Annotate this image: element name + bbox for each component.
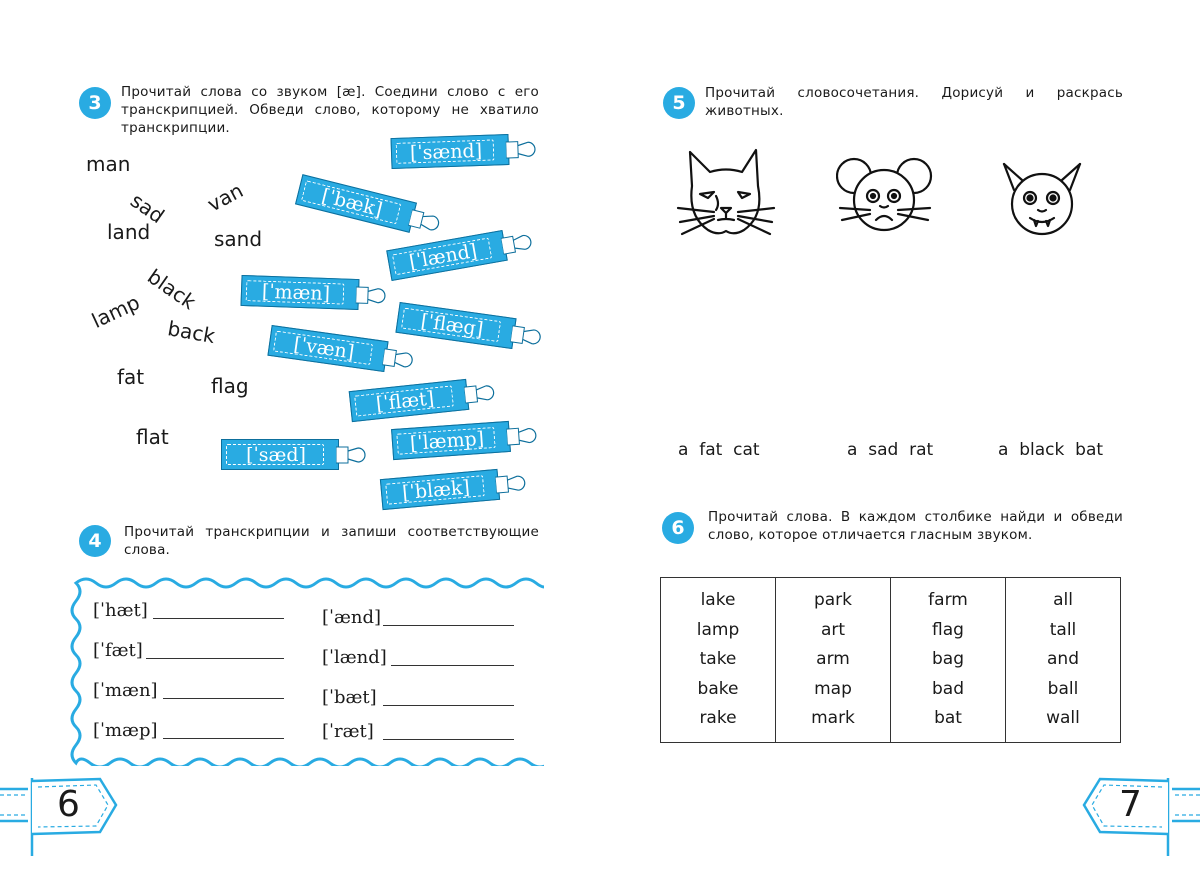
exercise-6-instruction: Прочитай слова. В каждом столбике найди и обведи слово, которое отличается гласным звуком. [708,509,1123,543]
table-word[interactable]: lake [700,590,736,610]
word-flat: flat [136,425,169,449]
table-word[interactable]: bake [697,678,739,699]
word-back: back [165,316,217,349]
vowel-table [660,577,1121,743]
rat-outline-icon[interactable] [836,154,936,238]
exercise-3-instruction: Прочитай слова со звуком [æ]. Соедини слово с его транскрипцией. Обведи слово, которому не хватило транскрипции. [121,84,539,136]
answer-line[interactable] [146,658,284,659]
transcription-text: [ˈvæn] [292,332,356,364]
table-word[interactable]: bag [932,649,964,669]
transcription-tag[interactable] [386,230,508,281]
binder-clip-icon [506,423,538,449]
table-word[interactable]: take [699,649,737,669]
binder-clip-icon [510,322,543,350]
word-man: man [86,152,131,176]
table-column [776,578,891,743]
table-word[interactable]: all [1053,590,1073,610]
exercise-6-number: 6 [662,512,694,544]
table-column [661,578,776,743]
word-fat: fat [117,365,145,389]
table-word[interactable]: arm [816,649,850,669]
table-word[interactable]: rake [699,708,737,728]
transcription-text: [ˈflæt] [374,386,436,415]
phrase-fat-cat: a fat cat [678,440,760,460]
exercise-5-number: 5 [663,87,695,119]
word-van: van [203,178,248,217]
transcription-item: [ˈbæt] [322,687,377,708]
transcription-tag[interactable] [391,421,511,460]
answer-line[interactable] [163,738,284,739]
answer-line[interactable] [383,739,514,740]
page-number-left: 6 [57,784,80,825]
word-land: land [107,220,151,244]
transcription-tag[interactable] [240,275,359,310]
transcription-item: [ˈlænd] [322,647,387,668]
table-word[interactable]: farm [928,590,968,610]
table-word[interactable]: art [820,619,846,640]
transcription-tag[interactable] [395,302,516,349]
table-column [1006,578,1121,743]
exercise-3-number: 3 [79,87,111,119]
table-word[interactable]: wall [1046,708,1080,728]
exercise-4-number: 4 [79,525,111,557]
table-word[interactable]: and [1047,649,1079,669]
table-word[interactable]: park [813,590,853,610]
binder-clip-icon [495,471,527,498]
answer-line[interactable] [391,665,514,666]
answer-line[interactable] [153,618,284,619]
transcription-text: [ˈblæk] [401,475,471,504]
transcription-text: [ˈbæk] [319,184,385,221]
table-column [891,578,1006,743]
phrase-black-bat: a black bat [998,440,1104,460]
table-word[interactable]: flag [932,619,964,640]
table-word[interactable]: mark [811,708,855,728]
table-word[interactable]: map [814,678,852,699]
table-word[interactable]: bad [932,678,964,699]
answer-line[interactable] [163,698,284,699]
word-sad: sad [126,188,169,229]
word-lamp: lamp [87,289,144,333]
binder-clip-icon [356,283,387,308]
transcription-text: [ˈsænd] [409,139,483,164]
transcription-item: [ˈmæn] [93,680,158,701]
binder-clip-icon [500,229,534,258]
exercise-5-instruction: Прочитай словосочетания. Дорисуй и раскрась животных. [705,85,1123,119]
binder-clip-icon [407,206,442,237]
cat-outline-icon[interactable] [676,148,776,240]
answer-line[interactable] [383,625,514,626]
bat-outline-icon[interactable] [1000,160,1084,240]
transcription-text: [ˈmæn] [261,280,331,305]
transcription-tag[interactable] [349,379,470,422]
transcription-tag[interactable] [380,469,500,510]
transcription-text: [ˈlæmp] [409,427,485,455]
table-word[interactable]: lamp [696,619,740,640]
transcription-tag[interactable] [390,134,509,169]
binder-clip-icon [506,137,537,162]
transcription-item: [ˈhæt] [93,600,148,621]
transcription-item: [ˈmæp] [93,720,158,741]
transcription-tag[interactable] [267,325,388,372]
transcription-text: [ˈlænd] [407,239,479,273]
transcription-text: [ˈsæd] [246,443,306,466]
transcription-tag[interactable] [221,439,339,470]
answer-line[interactable] [383,705,514,706]
transcription-tag[interactable] [295,174,417,233]
phrase-sad-rat: a sad rat [847,440,934,460]
word-sand: sand [214,227,263,251]
word-black: black [143,264,201,315]
binder-clip-icon [336,443,366,467]
binder-clip-icon [382,345,415,373]
table-row [661,578,1121,743]
transcription-item: [ˈfæt] [93,640,143,661]
table-word[interactable]: ball [1047,678,1079,699]
transcription-item: [ˈænd] [322,607,382,628]
binder-clip-icon [463,380,495,407]
transcription-item: [ˈræt] [322,721,374,742]
transcription-text: [ˈflæg] [419,309,485,341]
page-number-right: 7 [1119,784,1142,825]
exercise-4-instruction: Прочитай транскрипции и запиши соответствующие слова. [124,524,539,558]
table-word[interactable]: tall [1049,619,1077,640]
table-word[interactable]: bat [934,708,962,728]
word-flag: flag [211,374,249,398]
